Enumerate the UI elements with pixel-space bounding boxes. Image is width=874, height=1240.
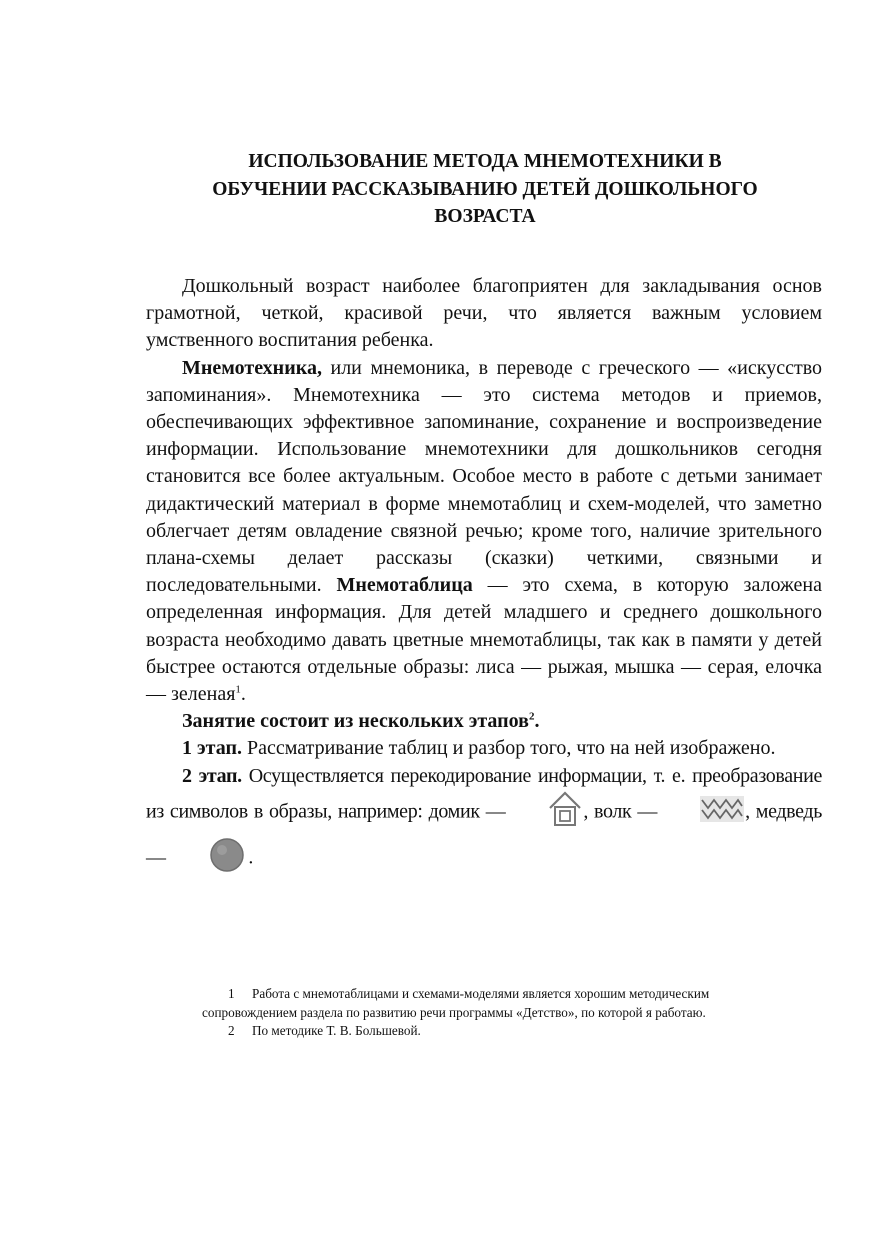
paragraph-intro: Дошкольный возраст наиболее благоприятен для закладывания основ грамотной, четкой, красивой речи, что является важным условием умственного воспитания ребенка.: [146, 275, 822, 352]
term-mnemotechnics: Мнемотехника,: [182, 356, 322, 379]
stages-heading: Занятие состоит из нескольких этапов$^2$.: [182, 710, 540, 733]
paragraph-mnemonics: Мнемотехника, или мнемоника, в переводе с греческого — «искусство запоминания». Мнемотехника — это система методов и приемов, обеспечивающих эффективное запоминание, сохранение и воспроизведение информации. Использование мнемотехники для дошкольников сегодня становится все более актуальным. Особое место в работе с детьми занимает дидактический материал в форме мнемотаблиц и схем-моделей, что заметно облегчает детям овладение связной речью; кроме того, наличие зрительного плана-схемы делает рассказы (сказки) четкими, связными и последовательными. Мнемотаблица — это схема, в которую заложена определенная информация. Для детей младшего и среднего дошкольного возраста необходимо давать цветные мнемотаблицы, так как в памяти у детей быстрее остаются отдельные образы: лиса — рыжая, мышка — серая, елочка — зеленая$^1$.: [146, 356, 822, 706]
stage-2-label: 2 этап.: [182, 764, 242, 787]
title-line-1: ИСПОЛЬЗОВАНИЕ МЕТОДА МНЕМОТЕХНИКИ В: [248, 151, 722, 172]
title-line-2: ОБУЧЕНИИ РАССКАЗЫВАНИЮ ДЕТЕЙ ДОШКОЛЬНОГО: [212, 178, 758, 200]
stage-2: 2 этап. Осуществляется перекодирование информации, т. е. преобразование из символов в образы, например: домик — , волк — , медведь — .: [146, 763, 822, 883]
footnotes: [202, 985, 824, 1041]
stage-1-text: Рассматривание таблиц и разбор того, что на ней изображено.: [241, 737, 776, 760]
stage-1-label: 1 этап.: [182, 737, 242, 760]
footnote-1-continuation: сопровождением раздела по развитию речи программы «Детство», по которой я работаю.: [202, 1004, 706, 1020]
document-title: [140, 148, 830, 231]
footnote-1: 1 Работа с мнемотаблицами и схемами-моделями является хорошим методическим: [202, 985, 824, 1004]
document-body: [146, 273, 822, 882]
footnote-2-number: 2: [228, 1023, 235, 1038]
footnote-ref-2[interactable]: 2: [528, 710, 535, 723]
house-icon: [511, 790, 583, 836]
stage-1: [146, 735, 822, 762]
term-mnemotable: Мнемотаблица: [336, 574, 473, 597]
mnemotable-text: — это схема, в которую заложена определенная информация. Для детей младшего и среднего дошкольного возраста необходимо давать цветные мнемотаблицы, так как в памяти у детей быстрее остаются отдельные образы: лиса — рыжая, мышка — серая, елочка — зеленая: [146, 574, 822, 706]
wolf-zigzag-icon: [663, 794, 745, 832]
bear-circle-icon: [170, 836, 248, 882]
footnote-2: 2 По методике Т. В. Большевой.: [202, 1022, 824, 1041]
mnemonics-text: или мнемоника, в переводе с греческого — «искусство запоминания». Мнемотехника — это система методов и приемов, обеспечивающих эффективное запоминание, сохранение и воспроизведение информации. Использование мнемотехники для дошкольников сегодня становится все более актуальным. Особое место в работе с детьми занимает дидактический материал в форме мнемотаблиц и схем-моделей, что заметно облегчает детям овладение связной речью; кроме того, наличие зрительного плана-схемы делает рассказы (сказки) четкими, связными и последовательными.: [146, 356, 822, 597]
title-line-3: ВОЗРАСТА: [434, 206, 536, 227]
footnote-1-number: 1: [228, 986, 235, 1001]
footnote-ref-1[interactable]: 1: [235, 683, 241, 696]
